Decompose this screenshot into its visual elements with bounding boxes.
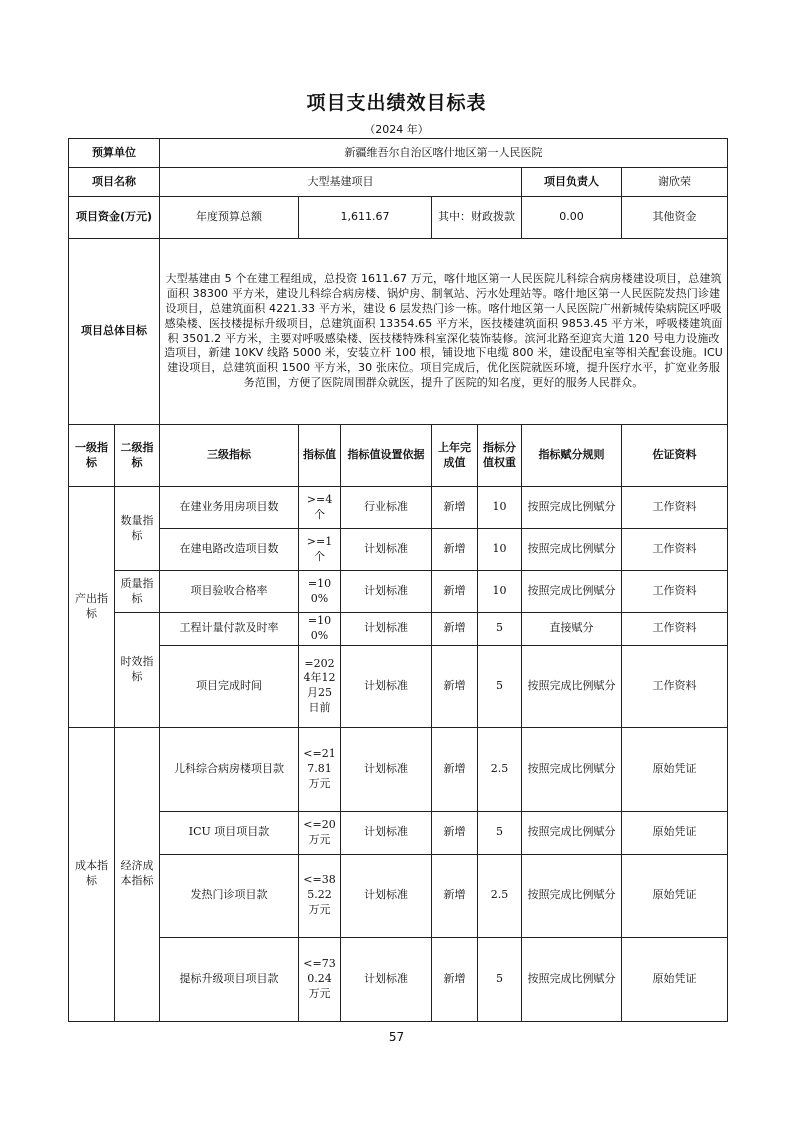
row-rule: 直接赋分: [522, 613, 622, 646]
row-name: 在建电路改造项目数: [160, 529, 299, 571]
header-last-year: 上年完成值: [432, 425, 478, 487]
header-level1: 一级指标: [69, 425, 115, 487]
row-basis: 行业标准: [341, 487, 432, 529]
row-basis: 计划标准: [341, 529, 432, 571]
row-rule: 按照完成比例赋分: [522, 811, 622, 854]
funds-label: 项目资金(万元): [69, 197, 160, 239]
project-leader-value: 谢欣荣: [622, 168, 728, 197]
header-evidence: 佐证资料: [622, 425, 728, 487]
row-weight: 2.5: [478, 854, 522, 937]
header-value: 指标值: [299, 425, 341, 487]
row-weight: 5: [478, 937, 522, 1021]
table-row: [69, 487, 728, 529]
row-basis: 计划标准: [341, 854, 432, 937]
row-value: <=217.81万元: [299, 727, 341, 811]
overall-goal-row: [69, 239, 728, 425]
row-weight: 5: [478, 613, 522, 646]
table-row: [69, 529, 728, 571]
row-basis: 计划标准: [341, 613, 432, 646]
row-value: >=4个: [299, 487, 341, 529]
header-rule: 指标赋分规则: [522, 425, 622, 487]
row-weight: 10: [478, 571, 522, 613]
row-value: <=385.22万元: [299, 854, 341, 937]
row-rule: 按照完成比例赋分: [522, 727, 622, 811]
row-evidence: 工作资料: [622, 529, 728, 571]
row-evidence: 原始凭证: [622, 937, 728, 1021]
row-rule: 按照完成比例赋分: [522, 937, 622, 1021]
row-last: 新增: [432, 529, 478, 571]
overall-goal-text: 大型基建由 5 个在建工程组成，总投资 1611.67 万元，喀什地区第一人民医院儿科综合病房楼建设项目，总建筑面积 38300 平方米，建设儿科综合病房楼、锅炉房、制氧站、污水处理站等。喀什地区第一人民医院发热门诊建设项目，总建筑面积 4221.33 平方米，建设 6 层发热门诊一栋。喀什地区第一人民医院广州新城传染病院区呼吸感染楼、医技楼提标升级项目，总建筑面积 13354.65 平方米，医技楼建筑面积 9853.45 平方米，呼吸楼建筑面积 3501.2 平方米，主要对呼吸感染楼、医技楼特殊科室深化装饰装修。滨河北路至迎宾大道 120 号电力设施改造项目，新建 10KV 线路 5000 米，安装立杆 100 根，铺设地下电缆 800 米，建设配电室等相关配套设施。ICU 建设项目，总建筑面积 1500 平方米，30 张床位。项目完成后，优化医院就医环境，提升医疗水平，扩宽业务服务范围，方便了医院周围群众就医，提升了医院的知名度，更好的服务人民群众。: [160, 239, 728, 425]
group-cost: 成本指标: [69, 727, 115, 1021]
group-quantity: 数量指标: [115, 487, 160, 571]
project-leader-label: 项目负责人: [522, 168, 622, 197]
row-basis: 计划标准: [341, 811, 432, 854]
annual-budget-value: 1,611.67: [299, 197, 432, 239]
row-name: 项目验收合格率: [160, 571, 299, 613]
row-name: 提标升级项目项目款: [160, 937, 299, 1021]
page-number: 57: [388, 1030, 405, 1044]
row-basis: 计划标准: [341, 727, 432, 811]
row-weight: 10: [478, 487, 522, 529]
row-value: =2024年12月25日前: [299, 645, 341, 727]
row-evidence: 工作资料: [622, 571, 728, 613]
header-basis: 指标值设置依据: [341, 425, 432, 487]
row-value: =100%: [299, 613, 341, 646]
table-row: [69, 571, 728, 613]
group-output: 产出指标: [69, 487, 115, 728]
table-row: [69, 645, 728, 727]
row-weight: 5: [478, 811, 522, 854]
row-last: 新增: [432, 571, 478, 613]
row-value: >=1个: [299, 529, 341, 571]
group-timeliness: 时效指标: [115, 613, 160, 728]
group-quality: 质量指标: [115, 571, 160, 613]
indicator-header-row: [69, 425, 728, 487]
row-name: 项目完成时间: [160, 645, 299, 727]
performance-table: [68, 138, 728, 1022]
row-weight: 5: [478, 645, 522, 727]
row-weight: 2.5: [478, 727, 522, 811]
row-value: <=730.24万元: [299, 937, 341, 1021]
budget-unit-row: [69, 139, 728, 168]
row-value: =100%: [299, 571, 341, 613]
row-rule: 按照完成比例赋分: [522, 854, 622, 937]
row-evidence: 原始凭证: [622, 854, 728, 937]
row-basis: 计划标准: [341, 571, 432, 613]
annual-budget-label: 年度预算总额: [160, 197, 299, 239]
group-economic-cost: 经济成本指标: [115, 727, 160, 1021]
fiscal-value: 0.00: [522, 197, 622, 239]
row-last: 新增: [432, 811, 478, 854]
row-rule: 按照完成比例赋分: [522, 487, 622, 529]
row-last: 新增: [432, 613, 478, 646]
row-name: 工程计量付款及时率: [160, 613, 299, 646]
row-last: 新增: [432, 727, 478, 811]
row-value: <=20万元: [299, 811, 341, 854]
project-name-label: 项目名称: [69, 168, 160, 197]
header-level3: 三级指标: [160, 425, 299, 487]
header-weight: 指标分值权重: [478, 425, 522, 487]
table-row: [69, 727, 728, 811]
row-name: ICU 项目项目款: [160, 811, 299, 854]
row-evidence: 工作资料: [622, 487, 728, 529]
row-last: 新增: [432, 487, 478, 529]
row-name: 发热门诊项目款: [160, 854, 299, 937]
table-row: [69, 937, 728, 1021]
row-evidence: 原始凭证: [622, 727, 728, 811]
year-label: （2024 年）: [364, 123, 429, 136]
row-evidence: 工作资料: [622, 645, 728, 727]
row-evidence: 原始凭证: [622, 811, 728, 854]
funds-row: [69, 197, 728, 239]
page-title: 项目支出绩效目标表: [306, 92, 487, 114]
row-basis: 计划标准: [341, 937, 432, 1021]
project-name-value: 大型基建项目: [160, 168, 522, 197]
row-last: 新增: [432, 854, 478, 937]
budget-unit-value: 新疆维吾尔自治区喀什地区第一人民医院: [160, 139, 728, 168]
row-last: 新增: [432, 645, 478, 727]
overall-goal-label: 项目总体目标: [69, 239, 160, 425]
row-evidence: 工作资料: [622, 613, 728, 646]
row-rule: 按照完成比例赋分: [522, 529, 622, 571]
header-level2: 二级指标: [115, 425, 160, 487]
project-name-row: [69, 168, 728, 197]
row-last: 新增: [432, 937, 478, 1021]
row-basis: 计划标准: [341, 645, 432, 727]
row-name: 儿科综合病房楼项目款: [160, 727, 299, 811]
row-weight: 10: [478, 529, 522, 571]
table-row: [69, 854, 728, 937]
fiscal-label: 其中：财政拨款: [432, 197, 522, 239]
budget-unit-label: 预算单位: [69, 139, 160, 168]
other-funds-label: 其他资金: [622, 197, 728, 239]
row-name: 在建业务用房项目数: [160, 487, 299, 529]
table-row: [69, 613, 728, 646]
table-row: [69, 811, 728, 854]
row-rule: 按照完成比例赋分: [522, 645, 622, 727]
row-rule: 按照完成比例赋分: [522, 571, 622, 613]
